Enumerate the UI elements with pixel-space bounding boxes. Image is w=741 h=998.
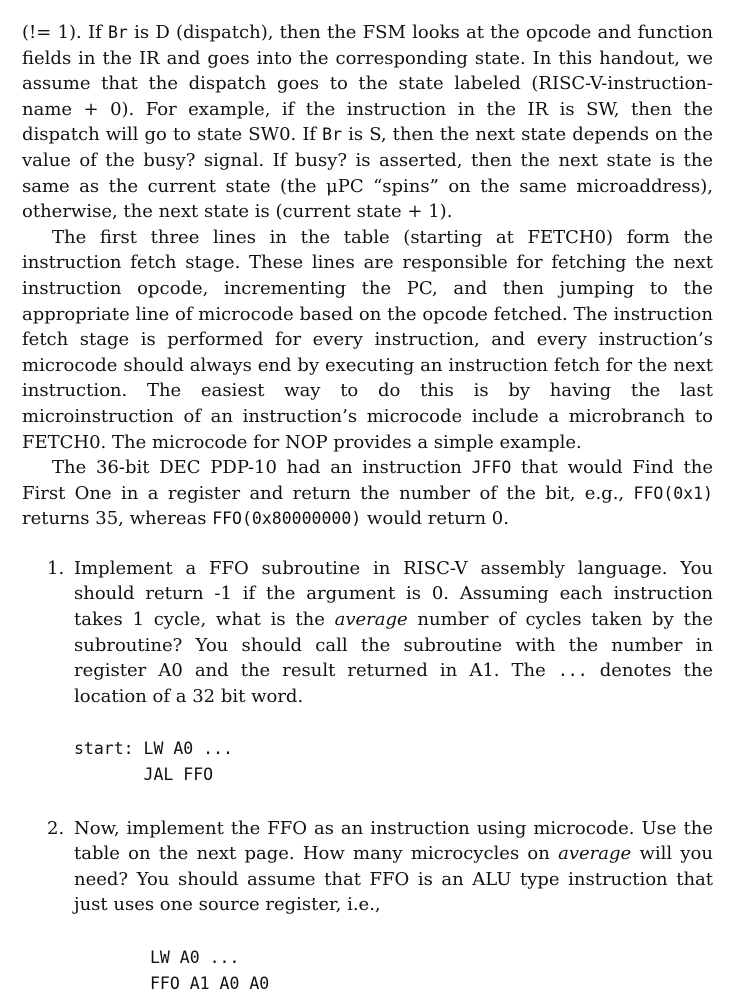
code-line: FFO A1 A0 A0: [150, 973, 270, 993]
question-number: 1.: [47, 557, 65, 579]
document-page: [22, 20, 713, 996]
br-code: Br: [108, 23, 128, 42]
ffo-example-1: FFO(0x1): [633, 483, 713, 503]
question-number: 2.: [47, 817, 65, 839]
ffo-example-2: FFO(0x80000000): [212, 509, 362, 529]
code-line: LW A0 ...: [150, 948, 240, 967]
paragraph-dispatch: (!= 1). If Br is D (dispatch), then the FSM looks at the opcode and function fields in the IR and goes into the corresponding state. In this handout, we assume that the dispatch goes to the state labeled (RISC-V-instruction-name + 0). For example, if the instruction in the IR is SW, then the dispatch will go to state SW0. If Br is S, then the next state depends on the value of the busy? signal. If busy? is asserted, then the next state is the same as the current state (the μPC “spins” on the same microaddress), otherwise, the next state is (current state + 1).: [22, 22, 713, 223]
br-code: Br: [322, 125, 343, 145]
question-1: [22, 556, 713, 788]
question-1-text: Implement a FFO subroutine in RISC-V assembly language. You should return -1 if the argument is 0. Assuming each instruction takes 1 cycle, what is the average number of cycles taken by the subroutine? You should call the subroutine with the number in register A0 and the result returned in A1. The ... denotes the location of a 32 bit word.: [74, 557, 713, 707]
code-line: start: LW A0 ...: [74, 739, 233, 759]
paragraph-fetch-stage: The first three lines in the table (starting at FETCH0) form the instruction fetch stage. These lines are responsible for fetching the next instruction opcode, incrementing the PC, and then jumping to the appropriate line of microcode based on the opcode fetched. The instruction fetch stage is performed for every instruction, and every instruction’s microcode should always end by executing an instruction fetch for the next instruction. The easiest way to do this is by having the last microinstruction of an instruction’s microcode include a microbranch to FETCH0. The microcode for NOP provides a simple example.: [22, 226, 713, 453]
jffo-code: JFFO: [471, 458, 512, 478]
code-line: JAL FFO: [74, 765, 214, 785]
code-block-1: [74, 736, 713, 787]
code-block-2: [74, 945, 713, 996]
word-location-dots: ...: [557, 661, 588, 681]
question-2-text: Now, implement the FFO as an instruction using microcode. Use the table on the next page. How many microcycles on average will you need? You should assume that FFO is an ALU type instruction that just uses one source register, i.e.,: [74, 817, 713, 916]
question-2: [22, 816, 713, 997]
question-list: [22, 556, 713, 996]
paragraph-jffo: The 36-bit DEC PDP-10 had an instruction JFFO that would Find the First One in a register and return the number of the bit, e.g., FFO(0x1) returns 35, whereas FFO(0x80000000) would return 0.: [22, 457, 713, 530]
